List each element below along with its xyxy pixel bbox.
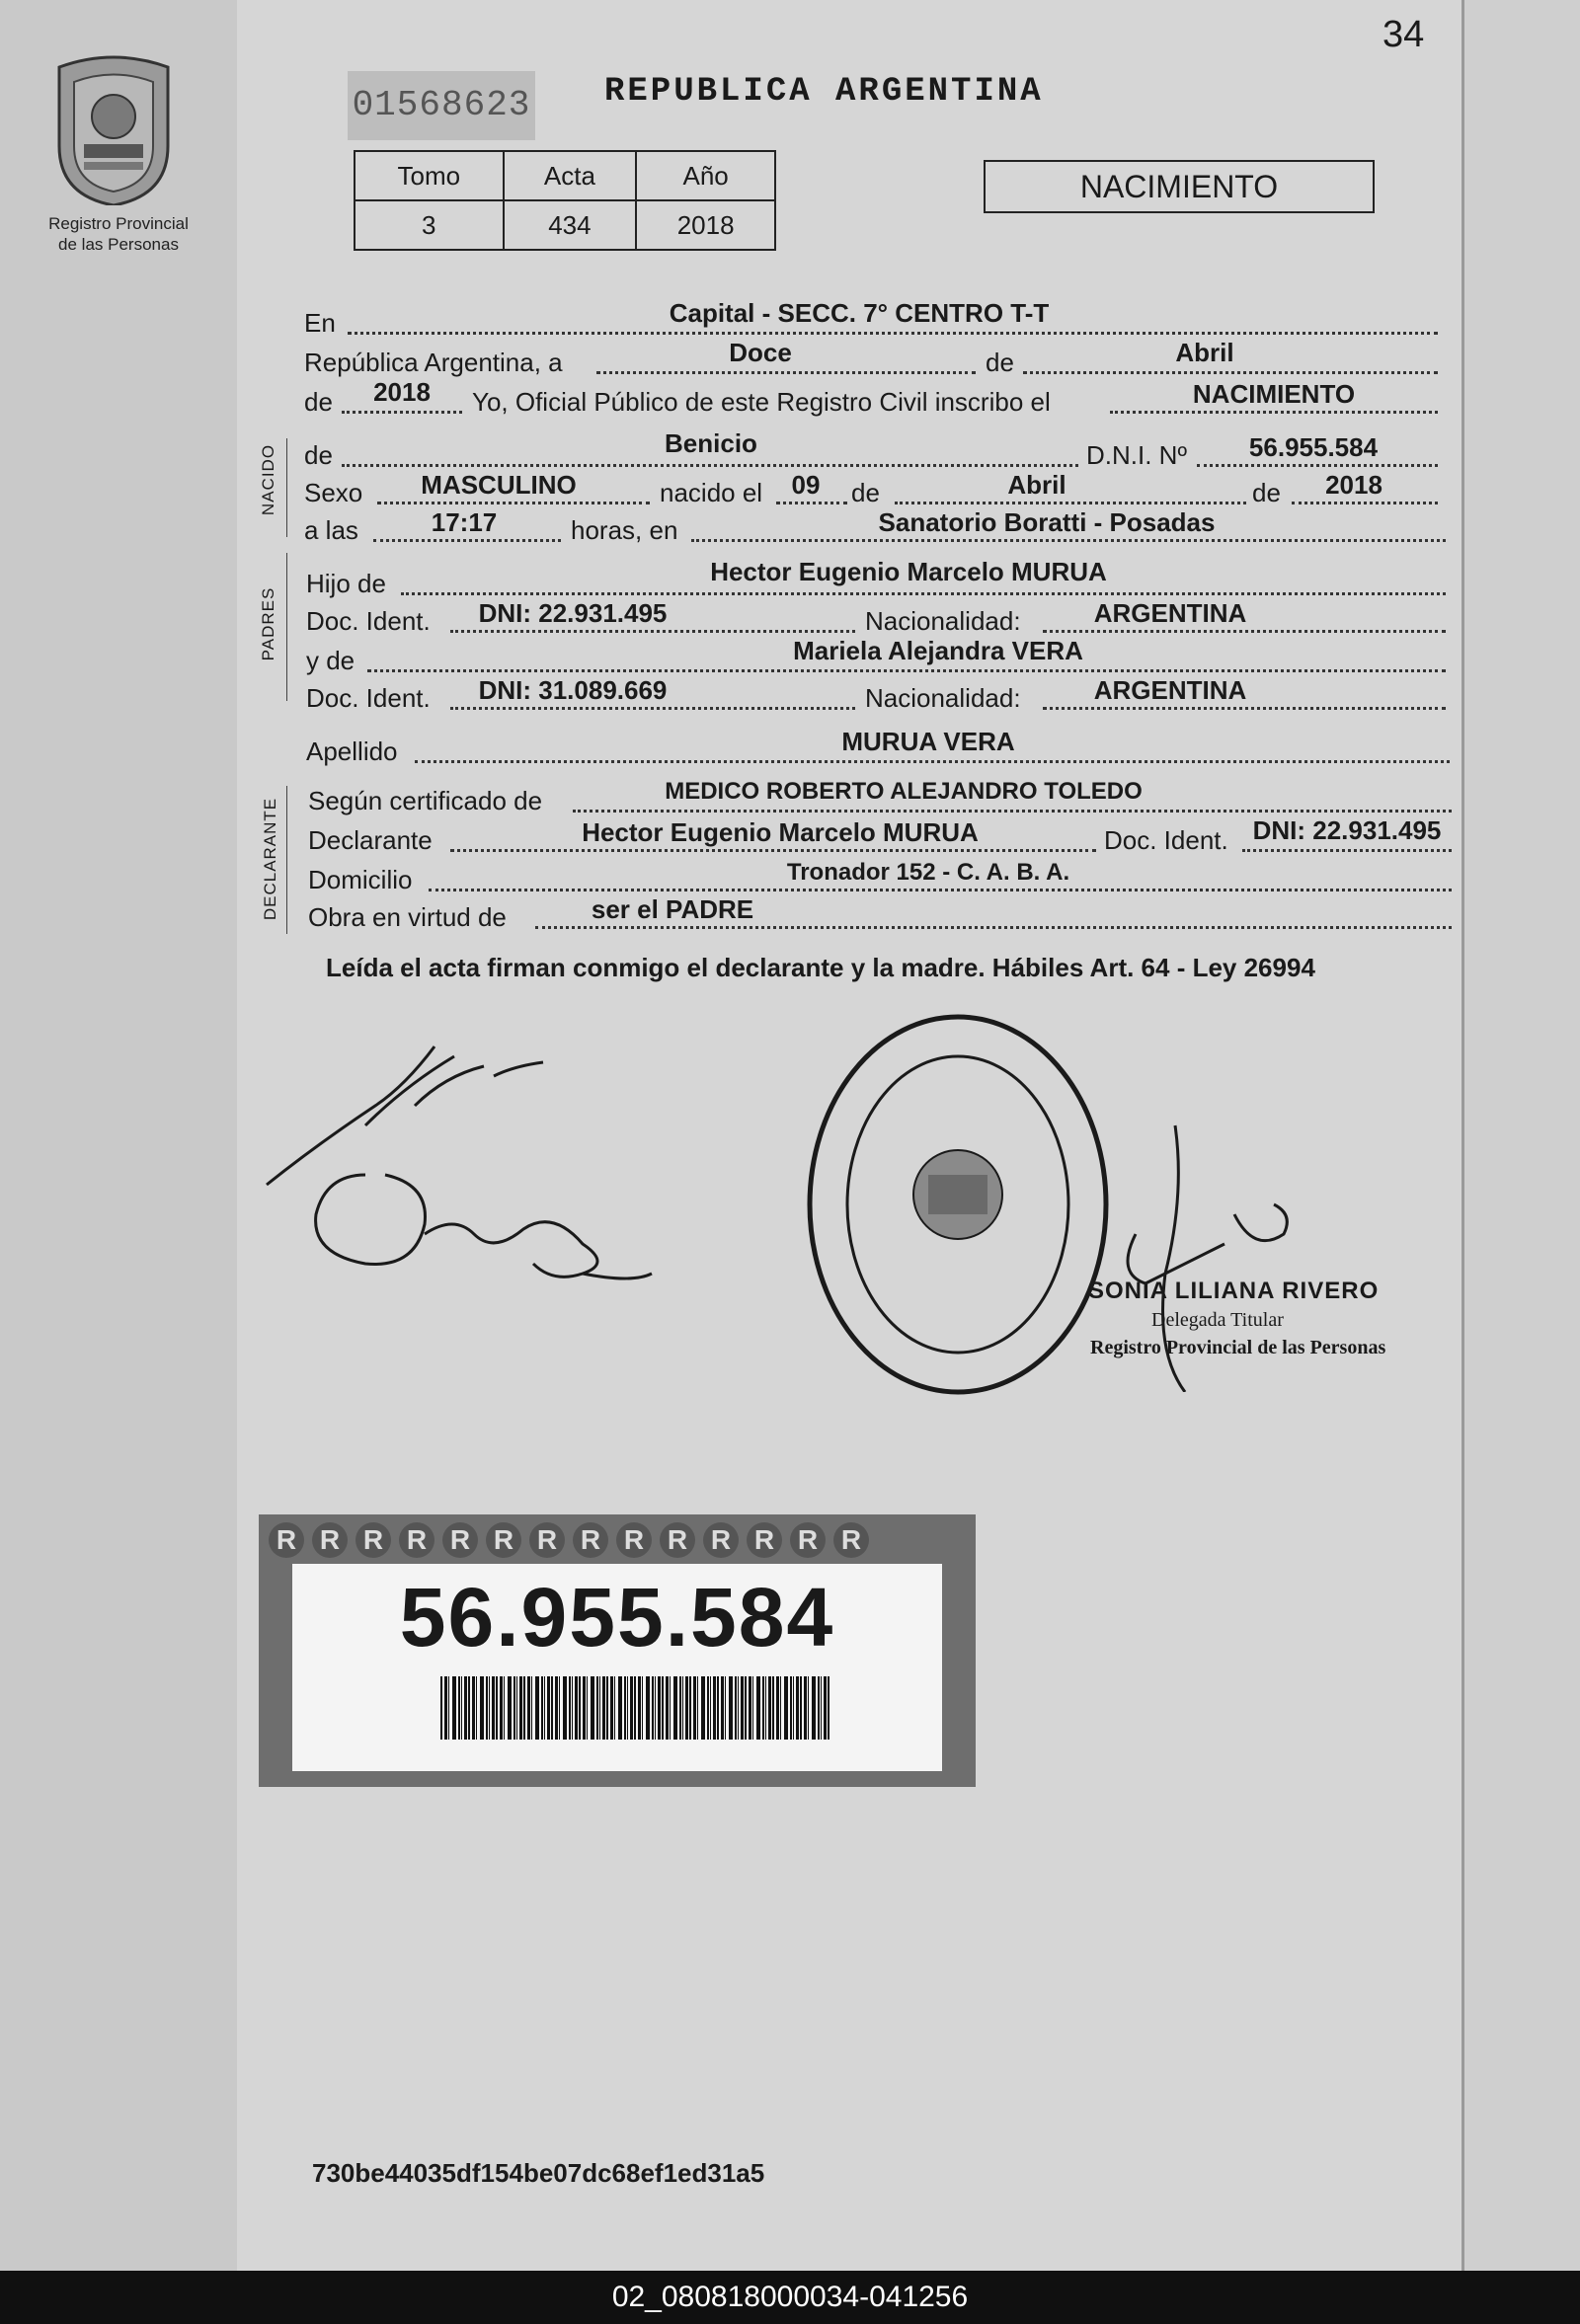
barcode-bar <box>752 1676 753 1740</box>
registry-caption-line1: Registro Provincial <box>48 214 189 233</box>
barcode-bar <box>606 1676 608 1740</box>
dotted-line <box>1043 707 1446 710</box>
section-divider <box>286 438 287 537</box>
pattern-r-icon: R <box>442 1522 478 1558</box>
barcode-bar <box>793 1676 794 1740</box>
barcode-bar <box>646 1676 650 1740</box>
barcode-bar <box>535 1676 539 1740</box>
barcode-bar <box>765 1676 766 1740</box>
barcode-bar <box>721 1676 724 1740</box>
birth-year: 2018 <box>1325 470 1382 500</box>
dotted-line <box>1197 464 1438 467</box>
barcode-bar <box>689 1676 691 1740</box>
barcode-bar <box>713 1676 716 1740</box>
closing-note: Leída el acta firman conmigo el declarante y la madre. Hábiles Art. 64 - Ley 26994 <box>326 953 1315 982</box>
pattern-r-icon: R <box>356 1522 391 1558</box>
birth-month: Abril <box>1007 470 1066 500</box>
a-las-label: a las <box>304 515 358 545</box>
barcode-bar <box>559 1676 560 1740</box>
barcode-bar <box>464 1676 467 1740</box>
dotted-line <box>596 371 976 374</box>
barcode-bar <box>796 1676 799 1740</box>
registry-logo <box>40 47 188 205</box>
padres-section-label: PADRES <box>259 586 277 661</box>
nacionalidad-label: Nacionalidad: <box>865 683 1021 713</box>
barcode-bar <box>725 1676 726 1740</box>
certificado-label: Según certificado de <box>308 786 543 815</box>
barcode-bar <box>804 1676 807 1740</box>
mother-name: Mariela Alejandra VERA <box>793 636 1083 665</box>
barcode-bar <box>519 1676 522 1740</box>
barcode-bar <box>624 1676 626 1740</box>
nacido-de-label: de <box>304 440 333 470</box>
obra-label: Obra en virtud de <box>308 902 507 932</box>
doc-label: Doc. Ident. <box>306 683 431 713</box>
barcode-bar <box>486 1676 488 1740</box>
barcode-bar <box>717 1676 719 1740</box>
birth-time: 17:17 <box>431 507 498 537</box>
barcode-bar <box>784 1676 788 1740</box>
pattern-r-icon: R <box>573 1522 608 1558</box>
barcode-bar <box>508 1676 512 1740</box>
barcode-bar <box>658 1676 661 1740</box>
table-header-acta: Acta <box>504 151 637 200</box>
record-type-box: NACIMIENTO <box>984 160 1375 213</box>
dotted-line <box>367 669 1446 672</box>
barcode-bar <box>662 1676 664 1740</box>
table-value-tomo: 3 <box>355 200 504 250</box>
month-value: Abril <box>1175 338 1234 367</box>
barcode-bar <box>673 1676 677 1740</box>
birth-place: Sanatorio Boratti - Posadas <box>878 507 1216 537</box>
barcode-bar <box>516 1676 517 1740</box>
dotted-line <box>776 502 847 504</box>
barcode-bar <box>572 1676 573 1740</box>
pattern-r-icon: R <box>399 1522 434 1558</box>
year-value: 2018 <box>373 377 431 407</box>
barcode-bar <box>630 1676 633 1740</box>
nacionalidad-label: Nacionalidad: <box>865 606 1021 636</box>
barcode-bar <box>776 1676 779 1740</box>
barcode-icon <box>440 1676 835 1740</box>
hijo-label: Hijo de <box>306 569 386 598</box>
place-value: Capital - SECC. 7° CENTRO T-T <box>669 298 1050 328</box>
barcode-bar <box>749 1676 751 1740</box>
child-name: Benicio <box>665 428 757 458</box>
file-id-bar: 02_080818000034-041256 <box>0 2271 1580 2324</box>
barcode-bar <box>818 1676 820 1740</box>
barcode-bar <box>614 1676 615 1740</box>
barcode-bar <box>828 1676 830 1740</box>
barcode-bar <box>489 1676 490 1740</box>
sexo-label: Sexo <box>304 478 363 507</box>
barcode-number: 56.955.584 <box>399 1571 835 1664</box>
dotted-line <box>342 411 462 414</box>
dotted-line <box>348 332 1438 335</box>
pattern-r-icon: R <box>747 1522 782 1558</box>
barcode-bar <box>824 1676 827 1740</box>
barcode-bar <box>762 1676 764 1740</box>
father-nationality: ARGENTINA <box>1093 598 1247 628</box>
barcode-bar <box>634 1676 636 1740</box>
barcode-bar <box>448 1676 449 1740</box>
barcode-pattern-row <box>259 1514 976 1566</box>
barcode-bar <box>790 1676 792 1740</box>
barcode-bar <box>808 1676 809 1740</box>
barcode-bar <box>741 1676 744 1740</box>
dotted-line <box>1110 411 1438 414</box>
nacido-section-label: NACIDO <box>259 443 277 516</box>
registry-caption-line2: de las Personas <box>58 235 179 254</box>
barcode-bar <box>642 1676 643 1740</box>
barcode-bar <box>523 1676 525 1740</box>
dotted-line <box>573 810 1452 813</box>
sexo-value: MASCULINO <box>421 470 577 500</box>
barcode-bar <box>504 1676 505 1740</box>
table-value-acta: 434 <box>504 200 637 250</box>
barcode-bar <box>492 1676 495 1740</box>
provincial-seal-icon <box>40 47 188 205</box>
barcode-bar <box>583 1676 586 1740</box>
record-table <box>354 150 776 251</box>
section-divider <box>286 786 287 934</box>
barcode-bar <box>599 1676 600 1740</box>
declarante-section-label: DECLARANTE <box>261 797 279 921</box>
dotted-line <box>1242 849 1452 852</box>
barcode-bar <box>544 1676 545 1740</box>
barcode-bar <box>579 1676 581 1740</box>
pattern-r-icon: R <box>269 1522 304 1558</box>
table-header-ano: Año <box>636 151 775 200</box>
serial-number: 01568623 <box>348 71 535 140</box>
country-title: REPUBLICA ARGENTINA <box>604 73 1044 111</box>
dotted-line <box>429 889 1452 891</box>
pattern-r-icon: R <box>616 1522 652 1558</box>
barcode-bar <box>697 1676 698 1740</box>
left-margin-strip <box>0 0 237 2271</box>
table-value-ano: 2018 <box>636 200 775 250</box>
registry-caption <box>20 213 217 255</box>
dotted-line <box>401 592 1446 595</box>
barcode-bar <box>735 1676 737 1740</box>
barcode-bar <box>551 1676 553 1740</box>
pattern-r-icon: R <box>703 1522 739 1558</box>
pattern-r-icon: R <box>833 1522 869 1558</box>
dotted-line <box>691 539 1446 542</box>
barcode-bar <box>480 1676 484 1740</box>
barcode-bar <box>707 1676 709 1740</box>
doc-label: Doc. Ident. <box>306 606 431 636</box>
barcode-bar <box>575 1676 578 1740</box>
barcode-bar <box>555 1676 558 1740</box>
barcode-bar <box>500 1676 503 1740</box>
barcode-bar <box>587 1676 588 1740</box>
barcode-bar <box>569 1676 571 1740</box>
barcode-bar <box>563 1676 567 1740</box>
child-dni: 56.955.584 <box>1248 432 1379 462</box>
dotted-line <box>342 464 1078 467</box>
barcode-bar <box>444 1676 447 1740</box>
nacido-el-label: nacido el <box>660 478 763 507</box>
barcode-bar <box>458 1676 460 1740</box>
event-value: NACIMIENTO <box>1192 379 1356 409</box>
barcode-bar <box>666 1676 669 1740</box>
official-role: Delegada Titular <box>1151 1309 1284 1331</box>
pattern-r-icon: R <box>486 1522 521 1558</box>
father-doc: DNI: 22.931.495 <box>478 598 668 628</box>
pattern-r-icon: R <box>312 1522 348 1558</box>
barcode-bar <box>514 1676 515 1740</box>
barcode-bar <box>800 1676 802 1740</box>
barcode-bar <box>693 1676 696 1740</box>
barcode-bar <box>738 1676 739 1740</box>
official-name: SONIA LILIANA RIVERO <box>1088 1278 1380 1304</box>
dotted-line <box>415 760 1450 763</box>
obra-value: ser el PADRE <box>591 894 754 924</box>
dotted-line <box>450 849 1096 852</box>
barcode-bar <box>682 1676 683 1740</box>
apellido-label: Apellido <box>306 736 398 766</box>
barcode-bar <box>527 1676 530 1740</box>
de-label: de <box>1252 478 1281 507</box>
dotted-line <box>450 707 855 710</box>
barcode-bar <box>745 1676 747 1740</box>
declarante-name: Hector Eugenio Marcelo MURUA <box>582 817 979 847</box>
document-hash: 730be44035df154be07dc68ef1ed31a5 <box>312 2158 765 2188</box>
barcode-bar <box>440 1676 442 1740</box>
barcode-bar <box>452 1676 456 1740</box>
table-header-tomo: Tomo <box>355 151 504 200</box>
barcode-bar <box>729 1676 733 1740</box>
dotted-line <box>535 926 1452 929</box>
day-value: Doce <box>729 338 792 367</box>
y-de-label: y de <box>306 646 356 675</box>
mother-nationality: ARGENTINA <box>1093 675 1247 705</box>
barcode-bar <box>468 1676 470 1740</box>
dotted-line <box>1292 502 1438 504</box>
domicilio-label: Domicilio <box>308 865 413 894</box>
barcode-bar <box>768 1676 771 1740</box>
dotted-line <box>1023 371 1438 374</box>
apellido-value: MURUA VERA <box>841 727 1015 756</box>
declarante-label: Declarante <box>308 825 433 855</box>
official-office: Registro Provincial de las Personas <box>1090 1337 1386 1358</box>
dni-label: D.N.I. Nº <box>1086 440 1187 470</box>
barcode-bar <box>780 1676 781 1740</box>
de2-label: de <box>304 387 333 417</box>
barcode-bar <box>710 1676 711 1740</box>
mother-doc: DNI: 31.089.669 <box>478 675 668 705</box>
barcode-bar <box>821 1676 822 1740</box>
barcode-bar <box>596 1676 598 1740</box>
pattern-r-icon: R <box>790 1522 826 1558</box>
page-number: 34 <box>1382 14 1425 55</box>
domicilio-value: Tronador 152 - C. A. B. A. <box>786 859 1070 886</box>
barcode-bar <box>531 1676 532 1740</box>
barcode-bar <box>756 1676 760 1740</box>
barcode-bar <box>652 1676 654 1740</box>
barcode-bar <box>591 1676 594 1740</box>
en-label: En <box>304 308 336 338</box>
barcode-bar <box>472 1676 475 1740</box>
page-edge-line <box>1462 0 1464 2271</box>
official-stamp-icon <box>800 1007 1116 1402</box>
pattern-r-icon: R <box>660 1522 695 1558</box>
dotted-line <box>377 502 650 504</box>
de-label: de <box>851 478 880 507</box>
birth-day: 09 <box>791 470 821 500</box>
barcode-bar <box>679 1676 681 1740</box>
barcode-bar <box>772 1676 774 1740</box>
barcode-bar <box>638 1676 641 1740</box>
barcode-bar <box>541 1676 543 1740</box>
barcode-bar <box>685 1676 688 1740</box>
dotted-line <box>1043 630 1446 633</box>
barcode-bar <box>655 1676 656 1740</box>
dotted-line <box>450 630 855 633</box>
dotted-line <box>895 502 1246 504</box>
barcode-bar <box>670 1676 671 1740</box>
de-label: de <box>986 348 1014 377</box>
barcode-bar <box>812 1676 816 1740</box>
barcode-bar <box>547 1676 550 1740</box>
section-divider <box>286 553 287 701</box>
declarante-doc: DNI: 22.931.495 <box>1252 815 1442 845</box>
pattern-r-icon: R <box>529 1522 565 1558</box>
barcode-bar <box>610 1676 613 1740</box>
doc-label: Doc. Ident. <box>1104 825 1228 855</box>
declarant-signature-icon <box>257 1027 672 1303</box>
barcode-bar <box>496 1676 498 1740</box>
barcode-bar <box>627 1676 628 1740</box>
certificado-value: MEDICO ROBERTO ALEJANDRO TOLEDO <box>665 778 1143 805</box>
barcode-bar <box>618 1676 622 1740</box>
inscribo-label: Yo, Oficial Público de este Registro Civil inscribo el <box>472 387 1051 417</box>
barcode-bar <box>602 1676 605 1740</box>
dotted-line <box>373 539 561 542</box>
father-name: Hector Eugenio Marcelo MURUA <box>710 557 1107 586</box>
barcode-bar <box>701 1676 705 1740</box>
horas-label: horas, en <box>571 515 678 545</box>
republica-label: República Argentina, a <box>304 348 563 377</box>
barcode-bar <box>476 1676 477 1740</box>
barcode-bar <box>461 1676 462 1740</box>
